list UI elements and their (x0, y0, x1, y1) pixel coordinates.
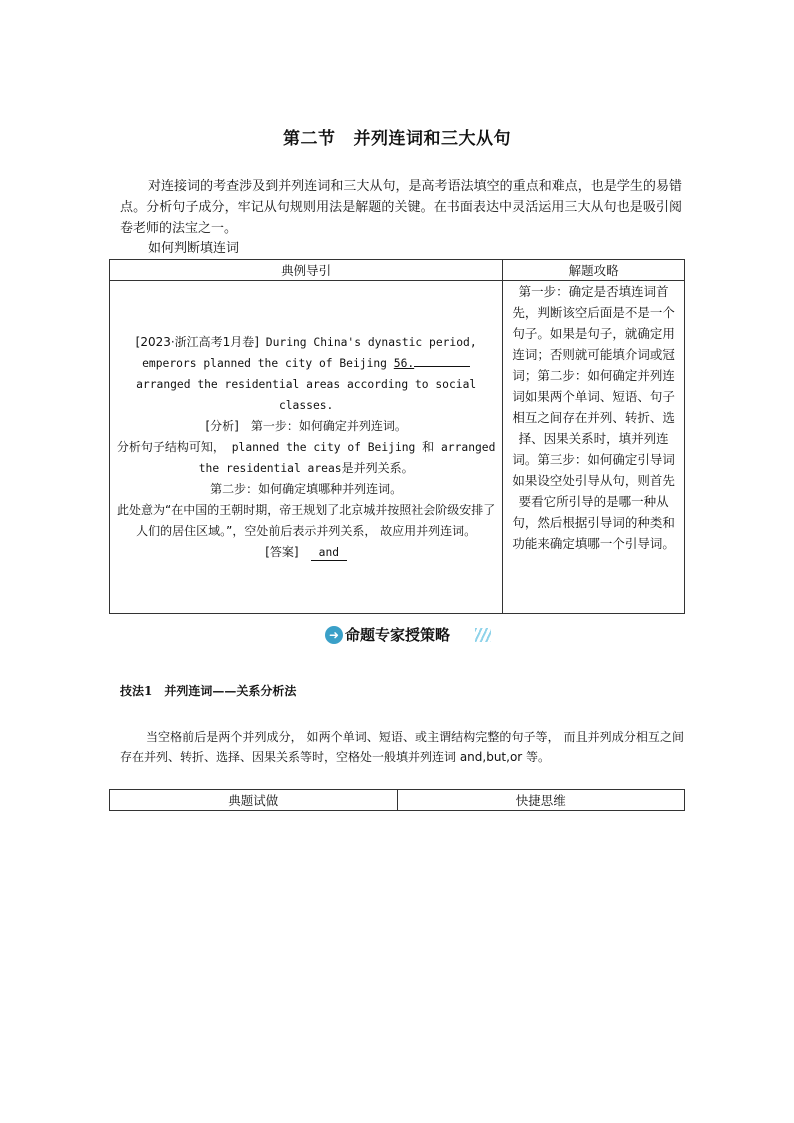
question-start: During China's dynastic period, emperors planned the city of Beijing (142, 335, 477, 370)
strategy-cell: 第一步：确定是否填连词首先，判断该空后面是不是一个句子。如果是句子，就确定用连词；否则就可能填介词或冠词；第二步：如何确定并列连词如果两个单词、短语、句子相互之间存在并列、转折、选择、因果关系时，填并列连词。第三步：如何确定引导词如果设空处引导从句，则首先要看它所引导的是哪一种从句，然后根据引导词的种类和功能来确定填哪一个引导词。 (503, 281, 685, 614)
page-title (0, 124, 794, 149)
section-label: 第二节 (283, 129, 336, 149)
table-header-example: 典例导引 (110, 260, 503, 281)
answer-value: and (311, 546, 347, 561)
section-banner (325, 624, 491, 646)
analysis-text-1: 分析句子结构可知， planned the city of Beijing 和 arranged the residential areas是并列关系。 (116, 439, 496, 475)
example-table (109, 259, 685, 614)
answer-label: [答案] (265, 544, 299, 559)
banner-text: 命题专家授策略 (345, 626, 451, 644)
blank-number: 56. (393, 356, 415, 370)
skill-paragraph: 当空格前后是两个并列成分， 如两个单词、短语、或主谓结构完整的句子等， 而且并列成分相互之间存在并列、转折、选择、因果关系等时，空格处一般填并列连词 and,but,or 等。 (120, 730, 684, 764)
example-question (116, 332, 496, 416)
practice-table (109, 789, 685, 811)
section-title: 并列连词和三大从句 (353, 129, 511, 149)
analysis-step-2: 第二步：如何确定填哪种并列连词。 (210, 481, 403, 496)
skill-title: 技法1 并列连词——关系分析法 (120, 684, 297, 698)
table-header-strategy: 解题攻略 (503, 260, 685, 281)
analysis-text-2: 此处意为“在中国的王朝时期，帝王规划了北京城并按照社会阶级安排了人们的居住区域。”，空处前后表示并列关系， 故应用并列连词。 (117, 502, 496, 538)
answer-blank (414, 354, 470, 367)
intro-paragraph: 对连接词的考查涉及到并列连词和三大从句，是高考语法填空的重点和难点，也是学生的易错点。分析句子成分，牢记从句规则用法是解题的关键。在书面表达中灵活运用三大从句也是吸引阅卷老师的法宝之一。 (120, 179, 682, 236)
table-header-quick-thinking: 快捷思维 (397, 790, 685, 811)
question-end: arranged the residential areas according to social classes. (136, 377, 477, 412)
analysis-step-1: [分析] 第一步：如何确定并列连词。 (205, 418, 407, 433)
exam-source: [2023·浙江高考1月卷] (135, 334, 259, 349)
example-cell (110, 281, 503, 614)
intro-subheading: 如何判断填连词 (148, 241, 240, 256)
circle-arrow-icon: ➜ (325, 626, 343, 644)
stripes-decoration (475, 628, 491, 642)
table-header-practice: 典题试做 (110, 790, 398, 811)
answer-line (116, 542, 496, 563)
